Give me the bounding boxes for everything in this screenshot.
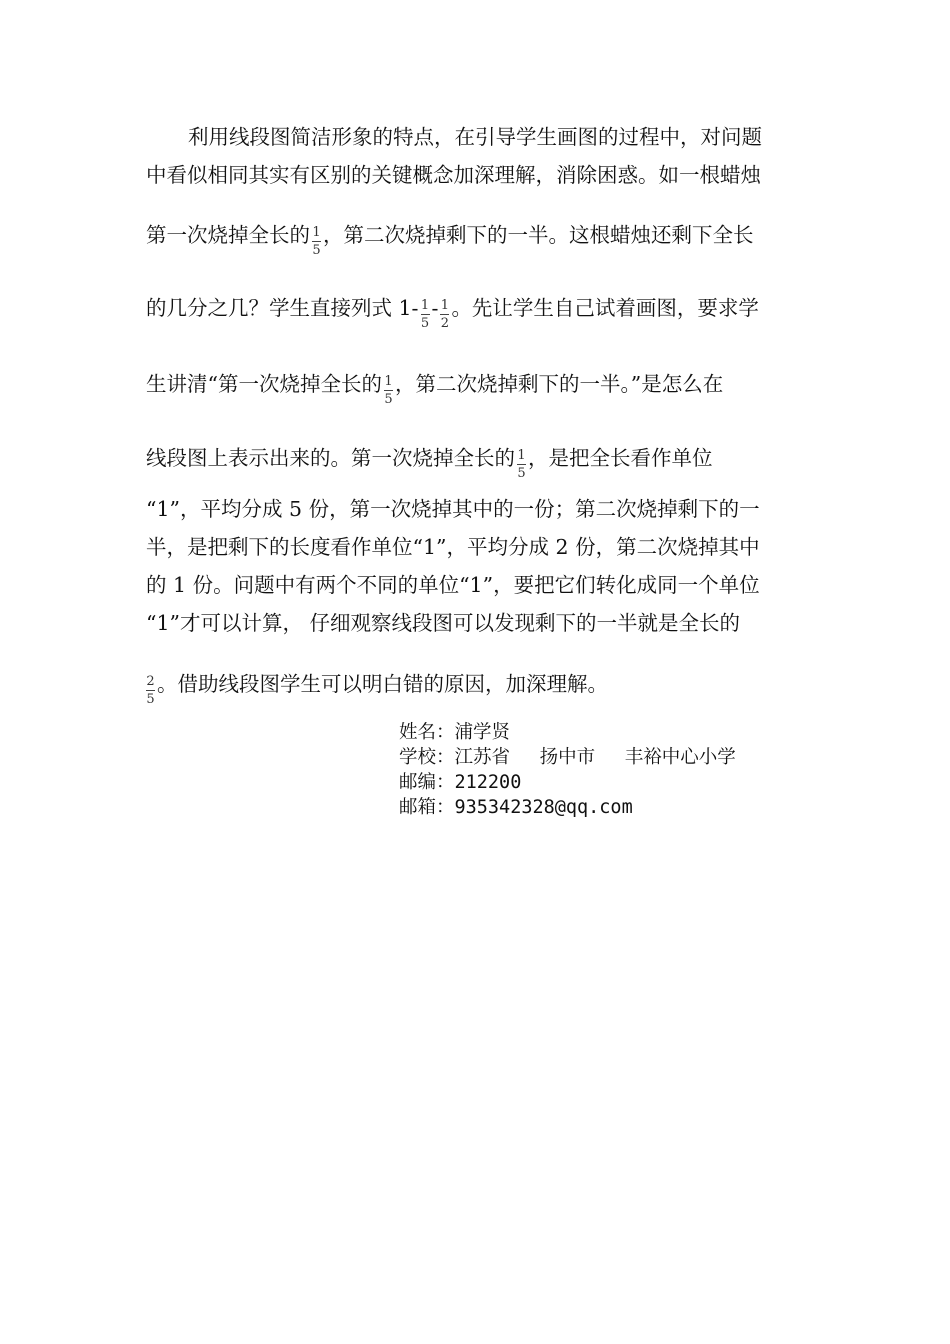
fraction-one-fifth: $\frac{1}{5}$ bbox=[420, 297, 430, 331]
author-postcode: 邮编：212200 bbox=[399, 772, 522, 793]
paragraph-line-8: 半，是把剩下的长度看作单位“1”，平均分成 2 份，第二次烧掉其中 bbox=[146, 535, 760, 559]
author-email: 邮箱：935342328@qq.com bbox=[399, 797, 633, 818]
paragraph-line-11: $\frac{2}{5}$ 。借助线段图学生可以明白错的原因，加深理解。 bbox=[146, 672, 608, 707]
paragraph-line-1: 利用线段图简洁形象的特点，在引导学生画图的过程中，对问题 bbox=[188, 125, 762, 149]
fraction-two-fifths: $\frac{2}{5}$ bbox=[146, 673, 155, 707]
paragraph-line-6: 线段图上表示出来的。第一次烧掉全长的 $\frac{1}{5}$ ，是把全长看作单位 bbox=[146, 446, 713, 481]
fraction-one-fifth: $\frac{1}{5}$ bbox=[312, 224, 321, 258]
paragraph-line-5: 生讲清“第一次烧掉全长的 $\frac{1}{5}$ ，第二次烧掉剩下的一半。”是怎么在 bbox=[146, 372, 724, 407]
paragraph-line-2: 中看似相同其实有区别的关键概念加深理解，消除困惑。如一根蜡烛 bbox=[146, 163, 761, 187]
paragraph-line-3: 第一次烧掉全长的 $\frac{1}{5}$ ，第二次烧掉剩下的一半。这根蜡烛还剩下全长 bbox=[146, 223, 754, 258]
paragraph-line-4: 的几分之几？学生直接列式 1- $\frac{1}{5}$ - $\frac{1}{2}$ 。先让学生自己试着画图，要求学 bbox=[146, 296, 759, 331]
fraction-one-fifth: $\frac{1}{5}$ bbox=[517, 447, 526, 481]
fraction-one-half: $\frac{1}{2}$ bbox=[440, 297, 450, 331]
author-name: 姓名：浦学贤 bbox=[399, 722, 511, 743]
paragraph-line-7: “1”，平均分成 5 份，第一次烧掉其中的一份；第二次烧掉剩下的一 bbox=[146, 497, 760, 521]
fraction-one-fifth: $\frac{1}{5}$ bbox=[384, 373, 393, 407]
paragraph-line-10: “1”才可以计算， 仔细观察线段图可以发现剩下的一半就是全长的 bbox=[146, 611, 741, 635]
author-school: 学校：江苏省 扬中市 丰裕中心小学 bbox=[399, 747, 736, 768]
paragraph-line-9: 的 1 份。问题中有两个不同的单位“1”，要把它们转化成同一个单位 bbox=[146, 573, 760, 597]
